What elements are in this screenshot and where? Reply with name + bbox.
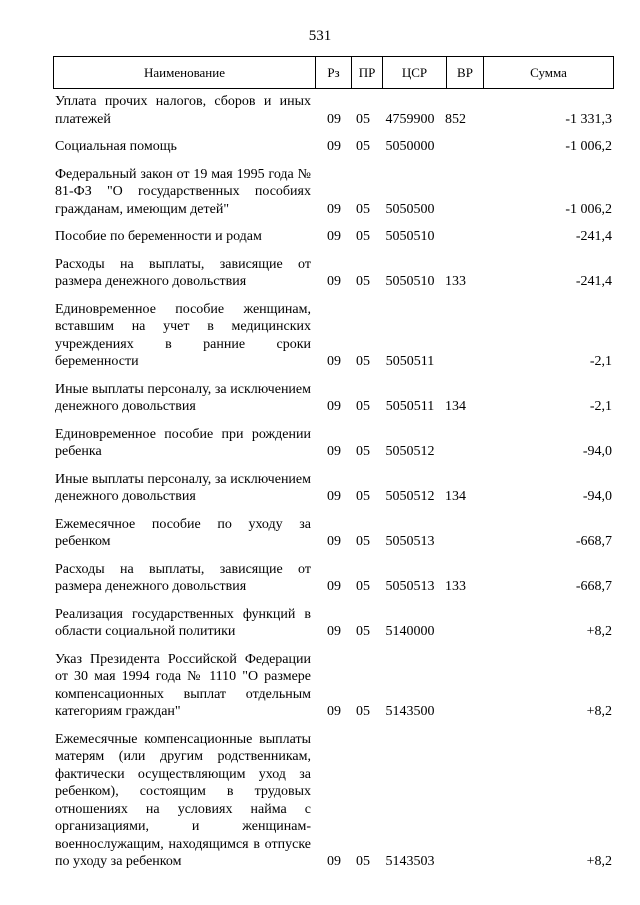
page-number: 531 [308,28,332,44]
row-name: Расходы на выплаты, зависящие от размера денежного довольствия [55,256,311,289]
table-body [55,93,614,881]
table-row [55,256,614,291]
row-sum: -2,1 [589,354,612,369]
row-sum: +8,2 [586,624,612,639]
row-rz: 09 [327,854,341,869]
row-name: Федеральный закон от 19 мая 1995 года № 81-ФЗ "О государственных пособиях гражданам, имеющим детей" [55,166,311,217]
row-rz: 09 [327,534,341,549]
row-csr: 5140000 [385,624,435,639]
row-sum: -1 331,3 [565,111,612,127]
header-rz: Рз [316,57,352,88]
row-sum: -2,1 [589,399,612,414]
row-vr: 852 [445,111,466,127]
row-name: Социальная помощь [55,139,177,154]
row-rz: 09 [327,444,341,459]
row-name: Реализация государственных функций в области социальной политики [55,606,311,639]
row-csr: 5143503 [385,854,435,869]
row-pr: 05 [356,444,370,459]
row-csr: 5050512 [385,444,435,459]
row-rz: 09 [327,274,341,289]
row-pr: 05 [356,534,370,549]
row-pr: 05 [356,139,370,154]
header-csr: ЦСР [383,57,447,88]
row-rz: 09 [327,704,341,719]
row-pr: 05 [356,854,370,869]
row-csr: 5050511 [385,399,435,414]
row-name: Расходы на выплаты, зависящие от размера денежного довольствия [55,561,311,594]
row-sum: -94,0 [582,444,612,459]
row-csr: 5050510 [385,229,435,244]
row-csr: 5050513 [385,579,435,594]
row-vr: 134 [445,399,466,414]
row-name: Единовременное пособие женщинам, вставшим на учет в медицинских учреждениях в ранние сроки беременности [55,301,311,369]
row-rz: 09 [327,229,341,244]
row-name: Ежемесячное пособие по уходу за ребенком [55,516,311,549]
row-csr: 5050500 [385,201,435,217]
header-sum: Сумма [530,64,567,80]
row-rz: 09 [327,354,341,369]
row-sum: -668,7 [575,534,612,549]
row-csr: 4759900 [385,111,435,127]
row-sum: +8,2 [586,704,612,719]
row-vr: 133 [445,579,466,594]
row-sum: -94,0 [582,489,612,504]
row-csr: 5050513 [385,534,435,549]
row-sum: -1 006,2 [565,139,612,154]
row-vr: 134 [445,489,466,504]
row-rz: 09 [327,111,341,127]
header-pr: ПР [352,57,383,88]
table-row [55,301,614,371]
table-row [55,651,614,721]
row-sum: -668,7 [575,579,612,594]
row-csr: 5050512 [385,489,435,504]
row-pr: 05 [356,399,370,414]
row-csr: 5143500 [385,704,435,719]
table-row [55,138,614,156]
row-csr: 5050000 [385,139,435,154]
header-name: Наименование [54,57,316,88]
row-vr: 133 [445,274,466,289]
row-pr: 05 [356,704,370,719]
table-row [55,426,614,461]
row-name: Ежемесячные компенсационные выплаты матерям (или другим родственникам, фактически осуществляющим уход за ребенком), состоящим в трудовых отношениях на условиях найма с организациями, и женщинам-военнослужащим, находящимся в отпуске по уходу за ребенком [55,731,311,869]
table-row [55,731,614,871]
row-rz: 09 [327,139,341,154]
row-name: Уплата прочих налогов, сборов и иных платежей [55,94,311,127]
table-row [55,606,614,641]
row-name: Пособие по беременности и родам [55,229,262,244]
table-row [55,93,614,128]
row-rz: 09 [327,579,341,594]
table-row [55,516,614,551]
row-csr: 5050511 [385,354,435,369]
table-row [55,228,614,246]
row-name: Иные выплаты персоналу, за исключением денежного довольствия [55,471,311,504]
row-pr: 05 [356,579,370,594]
table-row [55,166,614,219]
row-sum: -1 006,2 [565,201,612,217]
row-pr: 05 [356,201,370,217]
row-pr: 05 [356,489,370,504]
row-rz: 09 [327,624,341,639]
row-name: Указ Президента Российской Федерации от 30 мая 1994 года № 1110 "О размере компенсационных выплат отдельным категориям граждан" [55,651,311,719]
row-sum: -241,4 [575,274,612,289]
row-csr: 5050510 [385,274,435,289]
row-pr: 05 [356,624,370,639]
row-sum: -241,4 [575,229,612,244]
row-rz: 09 [327,201,341,217]
table-row [55,471,614,506]
row-pr: 05 [356,354,370,369]
table-header [53,56,614,89]
row-sum: +8,2 [586,854,612,869]
table-row [55,381,614,416]
row-rz: 09 [327,399,341,414]
row-name: Иные выплаты персоналу, за исключением денежного довольствия [55,381,311,414]
row-pr: 05 [356,229,370,244]
row-pr: 05 [356,111,370,127]
row-name: Единовременное пособие при рождении ребенка [55,426,311,459]
row-rz: 09 [327,489,341,504]
header-vr: ВР [447,57,484,88]
table-row [55,561,614,596]
row-pr: 05 [356,274,370,289]
